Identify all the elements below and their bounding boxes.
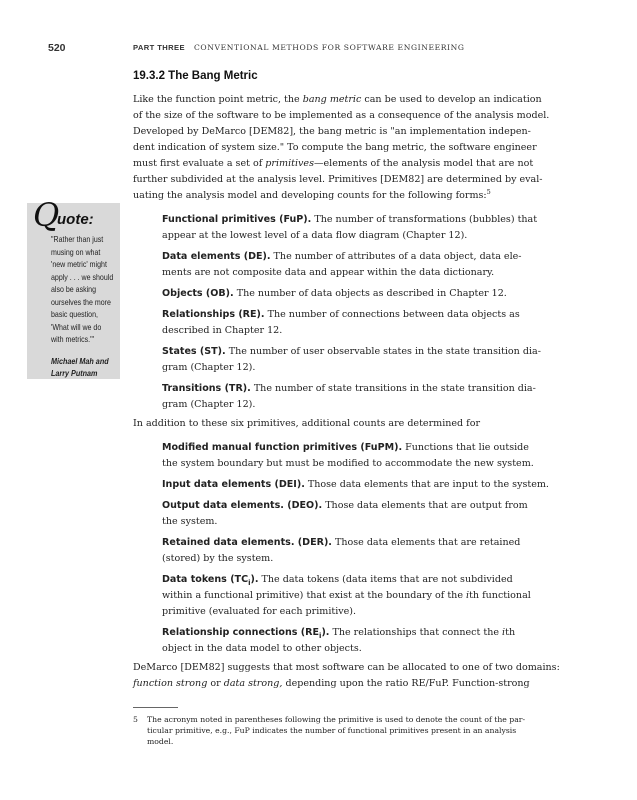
footnote-number: 5 xyxy=(133,715,138,724)
quote-sidebar xyxy=(27,196,120,379)
list-item: Retained data elements. (DER). Those data elements that are retained (stored) by the system. xyxy=(162,537,521,564)
footnote-divider xyxy=(133,707,178,708)
list-item: Relationships (RE). The number of connections between data objects as described in Chapter 12. xyxy=(162,309,520,336)
page-number: 520 xyxy=(48,42,66,54)
additional-intro: In addition to these six primitives, additional counts are determined for xyxy=(133,418,481,429)
list-item: Data tokens $(TC_i)$. The data tokens (data items that are not subdivided within a functional primitive) that exist at the boundary of the ith functional primitive (evaluated for each primitive). xyxy=(162,574,531,617)
list-item: Transitions (TR). The number of state transitions in the state transition dia- gram (Chapter 12). xyxy=(162,383,536,410)
list-item: Output data elements. (DEO). Those data elements that are output from the system. xyxy=(162,500,528,527)
intro-paragraph: Like the function point metric, the bang metric can be used to develop an indication of the size of the software to be implemented as a consequence of the analysis model. Developed by DeMarco [DEM82], the bang metric is "an implementation indepen- dent indication of system size." To compute the bang metric, the software engineer must first evaluate a set of primitives—elements of the analysis model that are not further subdivided at the analysis level. Primitives [DEM82] are determined by eval- uating the analysis model and developing counts for the following forms:$^5$ xyxy=(133,94,550,201)
closing-paragraph: DeMarco [DEM82] suggests that most software can be allocated to one of two domains: function strong or data strong, depending upon the ratio RE/FuP. Function-strong xyxy=(133,662,560,689)
part-heading xyxy=(133,43,465,52)
list-item: Objects (OB). The number of data objects as described in Chapter 12. xyxy=(162,288,507,299)
footnote-ref: 5 xyxy=(486,187,491,196)
list-item: Functional primitives (FuP). The number of transformations (bubbles) that appear at the lowest level of a data flow diagram (Chapter 12). xyxy=(162,214,538,241)
quote-author: Michael Mah and Larry Putnam xyxy=(51,357,109,378)
list-item: States (ST). The number of user observable states in the state transition dia- gram (Chapter 12). xyxy=(162,346,541,373)
quote-text: "Rather than just musing on what 'new metric' might apply . . . we should also be asking ourselves the more basic question, 'What will we do with metrics.'" xyxy=(51,235,114,344)
section-title: 19.3.2 The Bang Metric xyxy=(133,70,258,82)
quote-label: uote: xyxy=(57,211,94,228)
quote-icon: Q xyxy=(33,196,60,234)
part-label: PART THREE xyxy=(133,43,185,52)
footnote: 5 The acronym noted in parentheses following the primitive is used to denote the count of the par- ticular primitive, e.g., FuP indicates the number of functional primitives present in an analysis model. xyxy=(133,715,526,746)
term-bang-metric: bang metric xyxy=(302,94,362,105)
list-item: Relationship connections $(RE_i)$. The relationships that connect the ith object in the data model to other objects. xyxy=(162,627,516,654)
list-item: Input data elements (DEI). Those data elements that are input to the system. xyxy=(162,479,549,490)
term-primitives: primitives xyxy=(265,158,314,169)
additional-list xyxy=(162,440,554,662)
list-item: Modified manual function primitives (FuPM). Functions that lie outside the system boundary but must be modified to accommodate the new system. xyxy=(162,442,534,469)
primitives-list xyxy=(162,212,554,418)
list-item: Data elements (DE). The number of attributes of a data object, data ele- ments are not composite data and appear within the data dictionary. xyxy=(162,251,522,278)
part-title: CONVENTIONAL METHODS FOR SOFTWARE ENGINEERING xyxy=(194,43,465,52)
